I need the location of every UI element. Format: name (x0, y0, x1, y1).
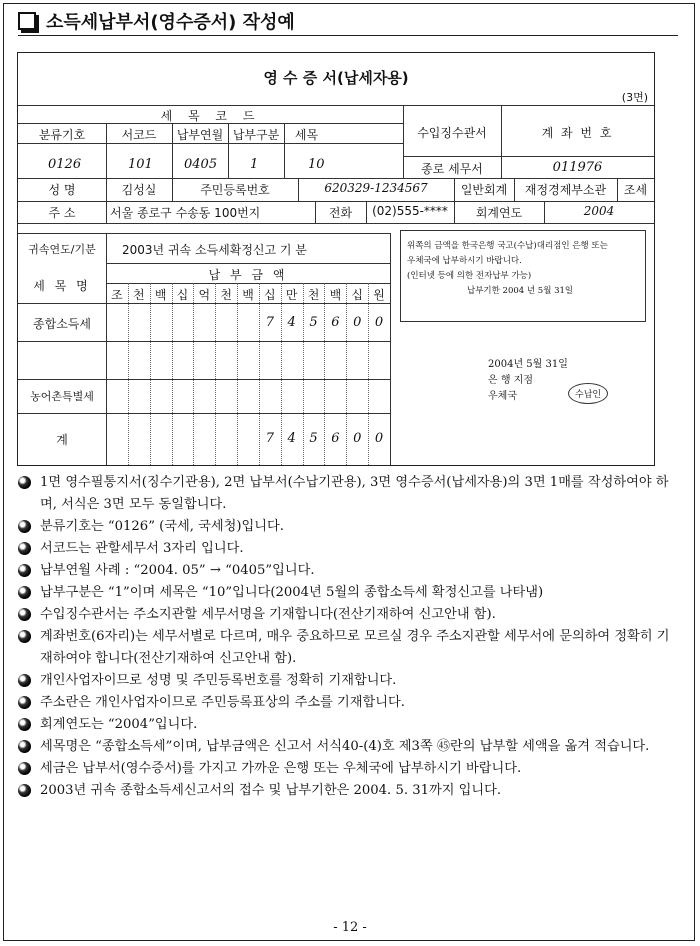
total-digit: 7 (265, 431, 274, 446)
address-value: 서울 종로구 수송동 100번지 (110, 206, 261, 220)
checkbox-square-icon (18, 12, 36, 30)
total-digit: 0 (374, 431, 384, 446)
digit-unit: 백 (154, 288, 167, 302)
digit-unit: 만 (285, 288, 298, 302)
period-value: 0405 (184, 157, 218, 172)
year-kind-value: 2003년 귀속 소득세확정신고 기 분 (122, 243, 307, 257)
total-label: 계 (56, 433, 68, 447)
bullet-icon (18, 586, 31, 599)
digit-unit: 십 (264, 288, 276, 302)
note-item: 세금은 납부서(영수증서)를 가지고 가까운 은행 또는 우체국에 납부하시기 바랍니다. (18, 758, 678, 780)
bullet-icon (18, 630, 31, 643)
payment-type-value: 1 (250, 157, 259, 172)
digit-unit: 천 (220, 288, 232, 302)
phone-value: (02)555-**** (372, 204, 448, 218)
note-item: 서코드는 관할세무서 3자리 입니다. (18, 538, 678, 560)
tax-item-label: 세목 (294, 128, 319, 142)
digit-unit: 억 (198, 288, 211, 302)
note-item: 회계연도는 “2004”입니다. (18, 714, 678, 736)
digit-unit: 백 (242, 288, 254, 302)
row1-digit: 0 (374, 315, 384, 330)
digit-unit: 백 (329, 288, 342, 302)
row1-label: 종합소득세 (33, 317, 91, 331)
receipt-post: 우체국 (488, 391, 517, 402)
note-item: 분류기호는 “0126” (국세, 국세청)입니다. (18, 516, 678, 538)
payment-notice: 위쪽의 금액을 한국은행 국고(수납)대리점인 은행 또는 우체국에 납부하시기 바랍니다. (인터넷 등에 의한 전자납부 가능) 납부기한 2004 년 5월 31일 (400, 230, 646, 322)
note-item: 세목명은 “종합소득세”이며, 납부금액은 신고서 서식40-(4)호 제3쪽 ㊺란의 납부할 세액을 옮겨 적습니다. (18, 736, 678, 758)
note-item: 2003년 귀속 종합소득세신고서의 접수 및 납부기한은 2004. 5. 31까지 입니다. (18, 780, 678, 802)
period-label: 납부연월 (176, 128, 224, 142)
receipt-form (17, 52, 655, 466)
office-code-value: 101 (128, 157, 153, 172)
receipt-bank: 은 행 지점 (488, 375, 533, 386)
total-digit: 5 (309, 431, 318, 446)
row1-digit: 6 (331, 315, 340, 330)
row1-digit: 5 (309, 315, 318, 330)
rrn-label: 주민등록번호 (200, 183, 270, 197)
receipt-date: 2004년 5월 31일 (488, 359, 568, 370)
notes-list (18, 472, 678, 802)
name-label: 성 명 (48, 183, 76, 197)
page-tag: (3면) (621, 91, 648, 104)
bullet-icon (18, 564, 31, 577)
row1-digit: 7 (265, 315, 274, 330)
fiscal-year-label: 회계연도 (475, 206, 523, 220)
bullet-icon (18, 696, 31, 709)
collector-value: 종로 세무서 (421, 162, 483, 176)
row1-digit: 4 (287, 315, 296, 330)
rrn-value: 620329-1234567 (324, 181, 428, 195)
note-item: 수입징수관서는 주소지관할 세무서명을 기재합니다(전산기재하여 신고안내 함). (18, 604, 678, 626)
total-digit: 0 (353, 431, 362, 446)
year-kind-label: 귀속연도/기분 (28, 243, 96, 256)
page-heading: 소득세납부서(영수증서) 작성예 (18, 8, 295, 34)
digit-unit: 천 (307, 288, 320, 302)
account-value: 011976 (552, 160, 603, 175)
office-code-label: 서코드 (121, 128, 157, 142)
page-number: - 12 - (333, 920, 367, 935)
note-item: 개인사업자이므로 성명 및 주민등록번호를 정확히 기재합니다. (18, 670, 678, 692)
bullet-icon (18, 674, 31, 687)
bullet-icon (18, 784, 31, 797)
bullet-icon (18, 608, 31, 621)
bullet-icon (18, 476, 31, 489)
digit-unit: 십 (176, 288, 189, 302)
bullet-icon (18, 542, 31, 555)
name-value: 김성실 (121, 183, 157, 197)
receipt-seal: 수납인 (568, 383, 608, 404)
digit-unit: 천 (132, 288, 145, 302)
tax-item-value: 10 (308, 157, 325, 172)
note-item: 납부연월 사례 : “2004. 05” → “0405”입니다. (18, 560, 678, 582)
account-label: 계 좌 번 호 (541, 126, 614, 140)
bullet-icon (18, 718, 31, 731)
total-digit: 4 (287, 431, 296, 446)
heading-rule (18, 35, 678, 36)
note-item: 계좌번호(6자리)는 세무서별로 다르며, 매우 중요하므로 모르실 경우 주소지관할 세무서에 문의하여 정확히 기재하여야 합니다(전산기재하여 신고안내 함). (18, 626, 678, 670)
bullet-icon (18, 762, 31, 775)
fiscal-year-value: 2004 (583, 204, 615, 218)
phone-label: 전화 (328, 206, 353, 220)
digit-unit: 조 (111, 288, 123, 302)
ministry-label: 재정경제부소관 (524, 183, 607, 197)
form-title: 영 수 증 서(납세자용) (263, 69, 409, 87)
note-item: 1면 영수필통지서(징수기관용), 2면 납부서(수납기관용), 3면 영수증서(납세자용)의 3면 1매를 작성하여야 하며, 서식은 3면 모두 동일합니다. (18, 472, 678, 516)
note-item: 주소란은 개인사업자이므로 주민등록표상의 주소를 기재합니다. (18, 692, 678, 714)
payment-type-label: 납부구분 (232, 128, 280, 142)
address-label: 주 소 (48, 206, 76, 220)
tax-word: 조세 (623, 183, 648, 197)
tax-code-header: 세 목 코 드 (160, 109, 261, 123)
digit-unit: 원 (373, 288, 385, 302)
digit-unit: 십 (351, 288, 364, 302)
amount-header: 납 부 금 액 (208, 268, 288, 282)
collector-label: 수입징수관서 (417, 126, 487, 140)
total-digit: 6 (331, 431, 340, 446)
item-name-label: 세 목 명 (33, 279, 91, 293)
general-account: 일반회계 (460, 183, 508, 197)
bullet-icon (18, 740, 31, 753)
bullet-icon (18, 520, 31, 533)
row3-label: 농어촌특별세 (30, 390, 94, 403)
row1-digit: 0 (353, 315, 362, 330)
note-item: 납부구분은 “1”이며 세목은 “10”입니다(2004년 5월의 종합소득세 확정신고를 나타냄) (18, 582, 678, 604)
class-code-value: 0126 (48, 157, 82, 172)
class-code-label: 분류기호 (38, 128, 86, 142)
